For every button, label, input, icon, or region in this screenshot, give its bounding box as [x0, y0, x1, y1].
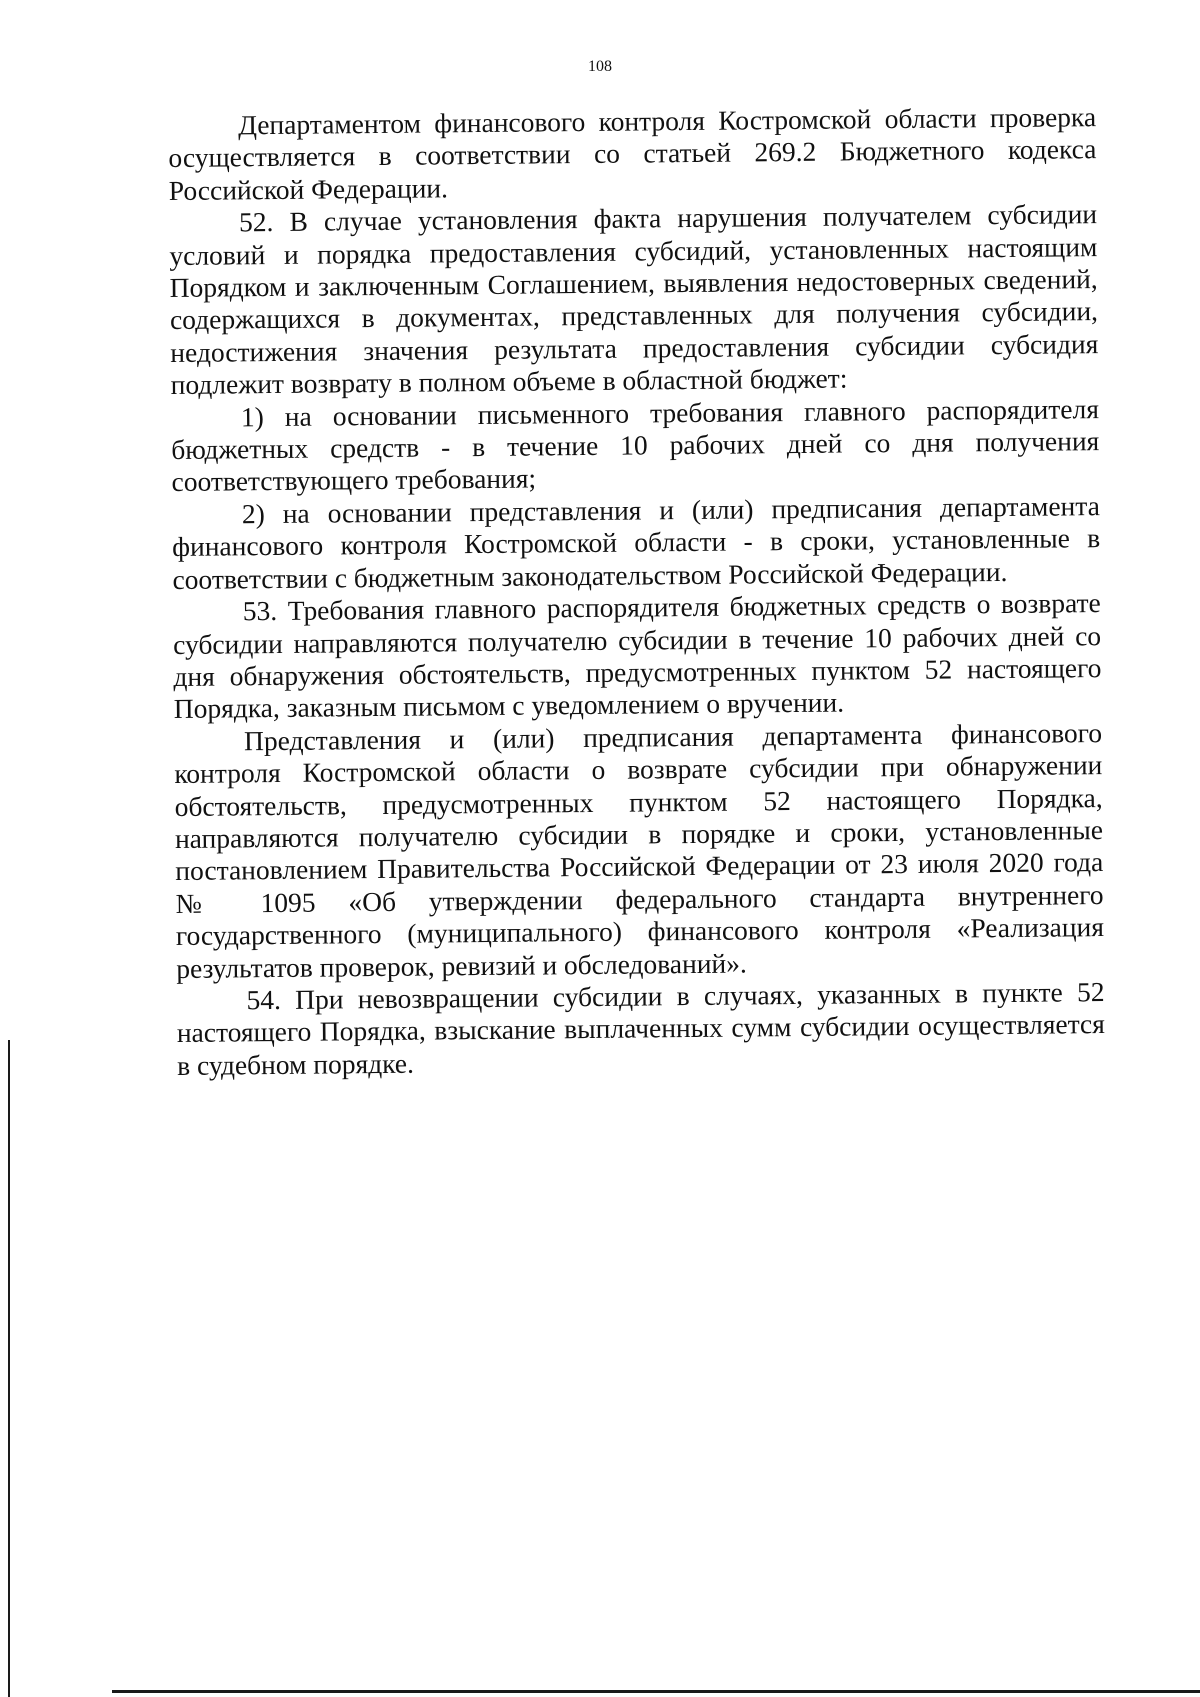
document-body — [168, 101, 1105, 1082]
paragraph-representations: Представления и (или) предписания департамента финансового контроля Костромской области о возврате субсидии при обнаружении обстоятельств, предусмотренных пунктом 52 настоящего Порядка, направляются получателю субсидии в порядке и сроки, установленные постановлением Правительства Российской Федерации от 23 июля 2020 года № 1095 «Об утверждении федерального стандарта внутреннего государственного (муниципального) финансового контроля «Реализация результатов проверок, ревизий и обследований». — [174, 716, 1105, 984]
paragraph-item-1: 1) на основании письменного требования главного распорядителя бюджетных средств - в течение 10 рабочих дней со дня получения соответствующего требования; — [171, 392, 1100, 498]
paragraph-intro: Департаментом финансового контроля Костромской области проверка осуществляется в соответствии со статьей 269.2 Бюджетного кодекса Российской Федерации. — [168, 101, 1097, 206]
scan-edge-bottom — [112, 1690, 1200, 1693]
page-number: 108 — [588, 58, 612, 75]
scan-edge-left — [8, 1040, 10, 1697]
paragraph-item-2: 2) на основании представления и (или) предписания департамента финансового контроля Костромской области - в сроки, установленные в соответствии с бюджетным законодательством Российской Федерации. — [172, 489, 1101, 595]
paragraph-clause-53: 53. Требования главного распорядителя бюджетных средств о возврате субсидии направляются получателю субсидии в течение 10 рабочих дней со дня обнаружения обстоятельств, предусмотренных пунктом 52 настоящего Порядка, заказным письмом с уведомлением о вручении. — [172, 587, 1102, 725]
paragraph-clause-54: 54. При невозвращении субсидии в случаях, указанных в пункте 52 настоящего Порядка, взыскание выплаченных сумм субсидии осуществляется в судебном порядке. — [176, 976, 1105, 1081]
paragraph-clause-52: 52. В случае установления факта нарушения получателем субсидии условий и порядка предоставления субсидий, установленных настоящим Порядком и заключенным Соглашением, выявления недостоверных сведений, содержащихся в документах, представленных для получения субсидии, недостижения значения результата предоставления субсидии субсидия подлежит возврату в полном объеме в областной бюджет: — [169, 198, 1099, 401]
